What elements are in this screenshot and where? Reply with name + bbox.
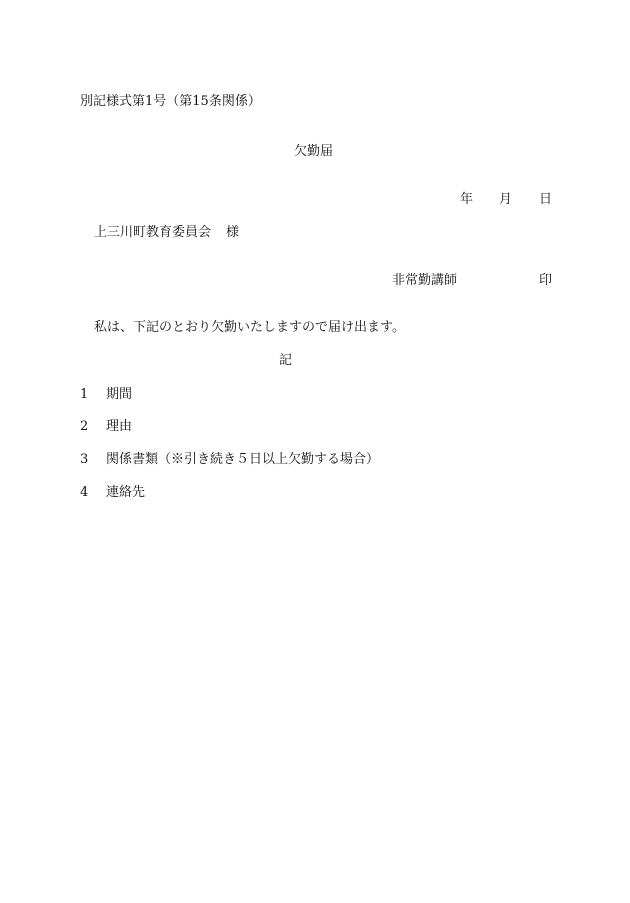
date-month-label: 月	[499, 192, 513, 207]
document-title: 欠勤届	[294, 144, 334, 159]
seal-label: 印	[539, 273, 553, 288]
item-label-reason: 理由	[106, 419, 133, 434]
recipient-honorific: 様	[226, 225, 240, 240]
body-text: 私は、下記のとおり欠勤いたしますので届け出ます。	[94, 320, 405, 335]
record-heading: 記	[279, 353, 293, 368]
item-label-related-documents: 関係書類（※引き続き５日以上欠勤する場合）	[106, 452, 380, 467]
item-label-period: 期間	[106, 387, 133, 402]
recipient-name: 上三川町教育委員会	[94, 225, 212, 240]
item-number: 2	[80, 419, 89, 434]
item-number: 4	[80, 485, 89, 500]
item-label-contact: 連絡先	[106, 485, 146, 500]
form-number: 別記様式第1号（第15条関係）	[80, 94, 261, 109]
date-day-label: 日	[539, 192, 553, 207]
item-number: 3	[80, 452, 89, 467]
date-year-label: 年	[460, 192, 474, 207]
applicant-role: 非常勤講師	[392, 273, 458, 288]
item-number: 1	[80, 387, 89, 402]
